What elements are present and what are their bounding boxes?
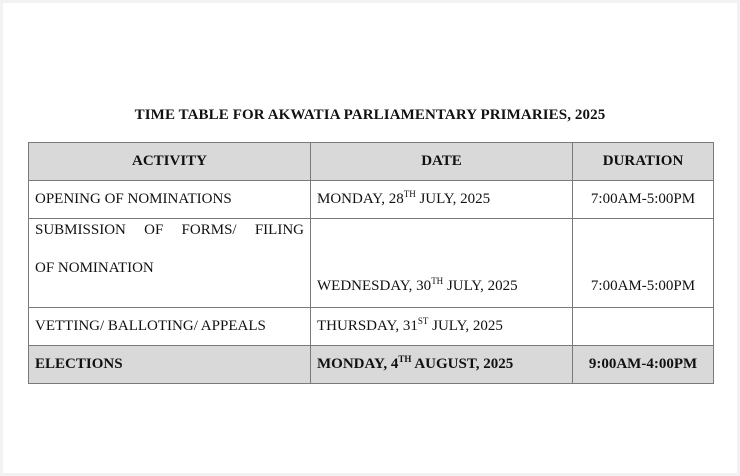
date-text: MONDAY, 28 [317,191,404,207]
date-text: THURSDAY, 31 [317,318,418,334]
table-row [29,219,714,308]
activity-word: OF [144,222,164,238]
date-text: WEDNESDAY, 30 [317,278,432,294]
activity-cell: VETTING/ BALLOTING/ APPEALS [29,308,311,346]
date-cell [311,308,573,346]
activity-cell [29,219,311,308]
duration-cell: 7:00AM-5:00PM [573,219,714,308]
header-date: DATE [311,143,573,181]
document-title: TIME TABLE FOR AKWATIA PARLIAMENTARY PRIMARIES, 2025 [134,107,606,123]
date-cell [311,219,573,308]
activity-cell: OPENING OF NOMINATIONS [29,181,311,219]
date-suffix: TH [398,354,412,364]
timetable [28,142,714,384]
date-suffix: TH [403,189,416,199]
date-cell [311,181,573,219]
date-text: AUGUST, 2025 [411,356,514,372]
header-activity: ACTIVITY [29,143,311,181]
date-text: JULY, 2025 [443,278,518,294]
activity-word: SUBMISSION [35,222,126,238]
activity-line: OF NOMINATION [35,260,154,276]
activity-line [35,219,304,241]
activity-word: FILING [254,222,304,238]
table-row [29,346,714,384]
date-text: JULY, 2025 [415,191,491,207]
document-page [3,3,737,473]
header-duration: DURATION [573,143,714,181]
activity-cell: ELECTIONS [29,346,311,384]
activity-word: FORMS/ [181,222,237,238]
date-suffix: ST [417,316,429,326]
table-row [29,181,714,219]
duration-cell [573,308,714,346]
date-cell [311,346,573,384]
duration-cell: 7:00AM-5:00PM [573,181,714,219]
date-text: JULY, 2025 [428,318,503,334]
date-text: MONDAY, 4 [317,356,399,372]
table-row [29,308,714,346]
duration-cell: 9:00AM-4:00PM [573,346,714,384]
table-header-row [29,143,714,181]
date-suffix: TH [431,276,444,286]
